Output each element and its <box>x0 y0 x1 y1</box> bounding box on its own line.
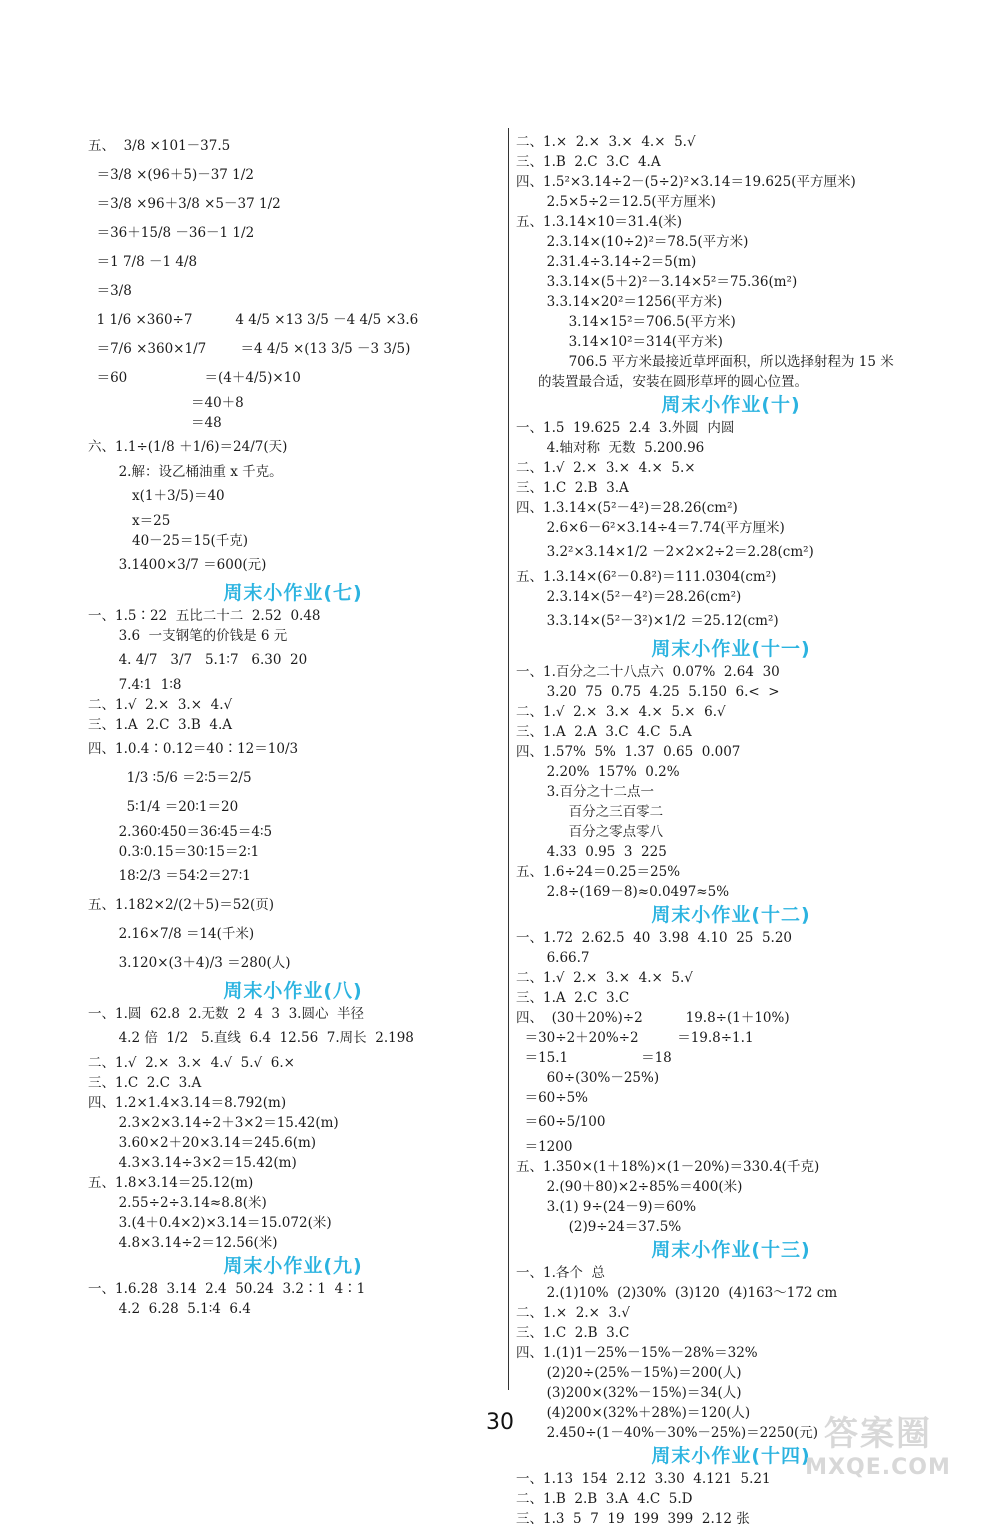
answer-line: 2.20% 157% 0.2% <box>538 764 680 780</box>
answer-line: 四、1.57% 5% 1.37 0.65 0.007 <box>516 744 741 760</box>
page-number: 30 <box>486 1410 514 1435</box>
answer-line: 二、1.√ 2.× 3.× 4.√ 5.√ 6.× <box>88 1055 295 1071</box>
answer-line: 二、1.× 2.× 3.√ <box>516 1305 631 1321</box>
answer-line: 三、1.C 2.B 3.C <box>516 1325 630 1341</box>
answer-line: 0.3∶0.15＝30∶15＝2∶1 <box>110 844 260 860</box>
section-heading: 周末小作业(八) <box>223 980 363 1002</box>
answer-line: 2.8÷(169－8)≈0.0497≈5% <box>538 884 730 900</box>
answer-line: 二、1.√ 2.× 3.× 4.× 5.× <box>516 460 696 476</box>
answer-line: 3.6 一支钢笔的价钱是 6 元 <box>110 628 288 644</box>
answer-line: 五、1.3.14×(6²－0.8²)＝111.0304(cm²) <box>516 569 777 585</box>
answer-line: 3.2²×3.14×1/2 －2×2×2÷2＝2.28(cm²) <box>538 544 814 560</box>
section-heading: 周末小作业(十三) <box>651 1239 811 1261</box>
answer-line: 3.120×(3＋4)/3 ＝280(人) <box>110 955 291 971</box>
answer-line: 3.3.14×(5＋2)²－3.14×5²＝75.36(m²) <box>538 274 798 290</box>
answer-line: 四、 (30＋20%)÷2 19.8÷(1＋10%) <box>516 1010 790 1026</box>
answer-line: ＝1 7/8 －1 4/8 <box>88 254 198 270</box>
answer-line: 百分之零点零八 <box>560 824 664 840</box>
answer-line: 三、1.A 2.A 3.C 4.C 5.A <box>516 724 692 740</box>
answer-line: 二、1.√ 2.× 3.× 4.× 5.× 6.√ <box>516 704 726 720</box>
answer-line: 40－25＝15(千克) <box>132 533 249 549</box>
answer-line: 三、1.A 2.C 3.C <box>516 990 630 1006</box>
answer-line: 四、1.(1)1－25%－15%－28%＝32% <box>516 1345 758 1361</box>
answer-line: 4.33 0.95 3 225 <box>538 844 667 860</box>
answer-line: 3.3.14×20²＝1256(平方米) <box>538 294 723 310</box>
answer-line: ＝60÷5/100 <box>516 1114 606 1130</box>
answer-line: (2)9÷24＝37.5% <box>560 1219 682 1235</box>
answer-line: 四、1.0.4∶0.12＝40∶12＝10/3 <box>88 741 299 757</box>
answer-line: 五、1.182×2/(2＋5)＝52(页) <box>88 897 275 913</box>
answer-line: 三、1.B 2.C 3.C 4.A <box>516 154 661 170</box>
answer-line: 60÷(30%－25%) <box>538 1070 660 1086</box>
answer-line: 一、1.各个 总 <box>516 1265 605 1281</box>
answer-line: 2.3.14×(5²－4²)＝28.26(cm²) <box>538 589 742 605</box>
answer-line: 一、1.72 2.62.5 40 3.98 4.10 25 5.20 <box>516 930 793 946</box>
answer-line: 5∶1/4 ＝20∶1＝20 <box>118 799 239 815</box>
answer-line: 二、1.√ 2.× 3.× 4.√ <box>88 697 233 713</box>
answer-line: 一、1.6.28 3.14 2.4 50.24 3.2∶1 4∶1 <box>88 1281 366 1297</box>
answer-line: 一、1.5 19.625 2.4 3.外圆 内圆 <box>516 420 735 436</box>
answer-line: 3.14×15²＝706.5(平方米) <box>560 314 736 330</box>
answer-line: 2.(90＋80)×2÷85%＝400(米) <box>538 1179 743 1195</box>
answer-line: 的装置最合适，安装在圆形草坪的圆心位置。 <box>538 374 808 390</box>
answer-line: 二、1.B 2.B 3.A 4.C 5.D <box>516 1491 693 1507</box>
answer-line: 2.5×5÷2＝12.5(平方厘米) <box>538 194 716 210</box>
answer-line: 2.3×2×3.14÷2＋3×2＝15.42(m) <box>110 1115 339 1131</box>
answer-line: ＝36＋15/8 －36－1 1/2 <box>88 225 255 241</box>
section-heading: 周末小作业(十二) <box>651 904 811 926</box>
left-column <box>88 132 498 1319</box>
answer-line: ＝60 ＝(4＋4/5)×10 <box>88 370 301 386</box>
watermark-title: 答案圈 <box>824 1414 932 1454</box>
answer-line: 3.20 75 0.75 4.25 5.150 6.< > <box>538 684 780 700</box>
answer-line: (3)200×(32%－15%)＝34(人) <box>538 1385 742 1401</box>
answer-line: 六、1.1÷(1/8 ＋1/6)＝24/7(天) <box>88 439 288 455</box>
section-heading: 周末小作业(十一) <box>651 638 811 660</box>
answer-line: 一、1.圆 62.8 2.无数 2 4 3 3.圆心 半径 <box>88 1006 365 1022</box>
answer-line: 2.解：设乙桶油重 x 千克。 <box>110 464 283 480</box>
answer-line: 7.4∶1 1∶8 <box>110 677 182 693</box>
answer-line: 3.1400×3/7 ＝600(元) <box>110 557 267 573</box>
answer-line: 五、1.3.14×10＝31.4(米) <box>516 214 683 230</box>
section-heading: 周末小作业(七) <box>223 582 363 604</box>
answer-line: 一、1.百分之二十八点六 0.07% 2.64 30 <box>516 664 780 680</box>
answer-line: 3.(1) 9÷(24－9)＝60% <box>538 1199 697 1215</box>
answer-line: ＝30÷2＋20%÷2 ＝19.8÷1.1 <box>516 1030 754 1046</box>
answer-line: 2.(1)10% (2)30% (3)120 (4)163～172 cm <box>538 1285 838 1301</box>
answer-line: 3.(4＋0.4×2)×3.14＝15.072(米) <box>110 1215 332 1231</box>
answer-line: 2.31.4÷3.14÷2＝5(m) <box>538 254 697 270</box>
answer-line: ＝48 <box>88 415 222 431</box>
answer-line: 4.2 6.28 5.1∶4 6.4 <box>110 1301 251 1317</box>
answer-line: 4.2 倍 1/2 5.直线 6.4 12.56 7.周长 2.198 <box>110 1030 414 1046</box>
answer-line: 4.轴对称 无数 5.200.96 <box>538 440 705 456</box>
answer-line: ＝3/8 ×(96＋5)－37 1/2 <box>88 167 254 183</box>
watermark-logo <box>788 1406 968 1480</box>
answer-line: (2)20÷(25%－15%)＝200(人) <box>538 1365 742 1381</box>
answer-line: ＝7/6 ×360×1/7 ＝4 4/5 ×(13 3/5 －3 3/5) <box>88 341 411 357</box>
answer-line: ＝3/8 <box>88 283 132 299</box>
answer-line: 18∶2/3 ＝54∶2＝27∶1 <box>110 868 251 884</box>
answer-line: 二、1.× 2.× 3.× 4.× 5.√ <box>516 134 696 150</box>
answer-line: (4)200×(32%＋28%)＝120(人) <box>538 1405 751 1421</box>
watermark-url: MXQE.COM <box>805 1455 951 1480</box>
answer-line: 1 1/6 ×360÷7 4 4/5 ×13 3/5 －4 4/5 ×3.6 <box>88 312 419 328</box>
answer-line: 百分之三百零二 <box>560 804 664 820</box>
answer-line: 3.14×10²＝314(平方米) <box>560 334 723 350</box>
answer-line: x＝25 <box>132 513 171 529</box>
answer-line: 一、1.5∶22 五比二十二 2.52 0.48 <box>88 608 321 624</box>
answer-line: 五、 3/8 ×101－37.5 <box>88 138 231 154</box>
answer-line: 2.6×6－6²×3.14÷4＝7.74(平方厘米) <box>538 520 785 536</box>
answer-line: 五、1.6÷24＝0.25＝25% <box>516 864 681 880</box>
answer-line: ＝1200 <box>516 1139 573 1155</box>
answer-line: ＝40＋8 <box>88 395 244 411</box>
answer-line: 3.百分之十二点一 <box>538 784 654 800</box>
answer-line: ＝60÷5% <box>516 1090 588 1106</box>
answer-line: 706.5 平方米最接近草坪面积，所以选择射程为 15 米 <box>560 354 894 370</box>
answer-line: 2.360∶450＝36∶45＝4∶5 <box>110 824 273 840</box>
answer-line: 6.66.7 <box>538 950 590 966</box>
section-heading: 周末小作业(十四) <box>651 1445 811 1467</box>
answer-line: 三、1.3 5 7 19 199 399 2.12 张 <box>516 1511 750 1527</box>
answer-line: x(1＋3/5)＝40 <box>132 488 225 504</box>
answer-line: 4.3×3.14÷3×2＝15.42(m) <box>110 1155 297 1171</box>
answer-line: 2.16×7/8 ＝14(千米) <box>110 926 255 942</box>
section-heading: 周末小作业(十) <box>661 394 801 416</box>
answer-line: 四、1.2×1.4×3.14＝8.792(m) <box>88 1095 287 1111</box>
answer-line: 2.450÷(1－40%－30%－25%)＝2250(元) <box>538 1425 819 1441</box>
answer-line: 四、1.5²×3.14÷2－(5÷2)²×3.14＝19.625(平方厘米) <box>516 174 856 190</box>
answer-line: 4. 4/7 3/7 5.1∶7 6.30 20 <box>110 652 308 668</box>
answer-line: 五、1.350×(1＋18%)×(1－20%)＝330.4(千克) <box>516 1159 820 1175</box>
column-divider <box>508 128 509 1390</box>
answer-line: 1/3 ∶5/6 ＝2∶5＝2/5 <box>118 770 252 786</box>
answer-line: 四、1.3.14×(5²－4²)＝28.26(cm²) <box>516 500 738 516</box>
answer-line: 二、1.√ 2.× 3.× 4.× 5.√ <box>516 970 693 986</box>
answer-line: 三、1.A 2.C 3.B 4.A <box>88 717 233 733</box>
answer-line: ＝3/8 ×96＋3/8 ×5－37 1/2 <box>88 196 281 212</box>
answer-line: 3.3.14×(5²－3²)×1/2 ＝25.12(cm²) <box>538 613 779 629</box>
answer-line: 2.55÷2÷3.14≈8.8(米) <box>110 1195 267 1211</box>
answer-line: 五、1.8×3.14＝25.12(m) <box>88 1175 254 1191</box>
section-heading: 周末小作业(九) <box>223 1255 363 1277</box>
answer-line: 2.3.14×(10÷2)²＝78.5(平方米) <box>538 234 749 250</box>
answer-line: 3.60×2＋20×3.14＝245.6(m) <box>110 1135 317 1151</box>
answer-line: 一、1.13 154 2.12 3.30 4.121 5.21 <box>516 1471 771 1487</box>
answer-line: ＝15.1 ＝18 <box>516 1050 672 1066</box>
answer-line: 4.8×3.14÷2＝12.56(米) <box>110 1235 278 1251</box>
answer-line: 三、1.C 2.B 3.A <box>516 480 629 496</box>
answer-line: 三、1.C 2.C 3.A <box>88 1075 202 1091</box>
right-column <box>516 132 946 1529</box>
